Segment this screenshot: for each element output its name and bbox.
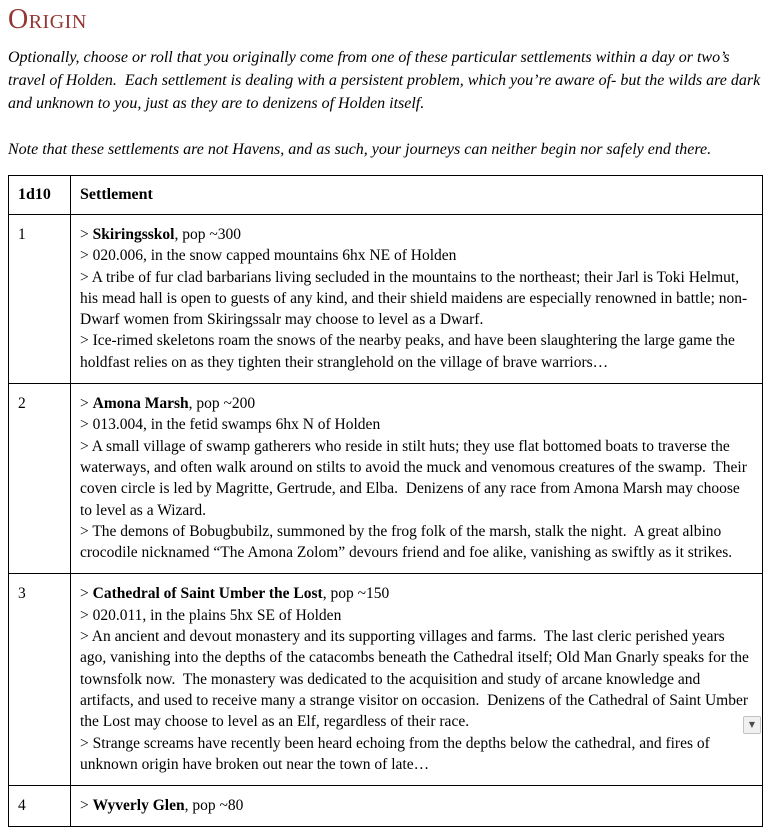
table-row	[9, 574, 763, 786]
settlement-description-line: > A small village of swamp gatherers who reside in stilt huts; they use flat bottomed boats to traverse the waterways, and often walk around on stilts to avoid the muck and venomous creatures of the swamp. Their coven circle is led by Magritte, Gertrude, and Elba. Denizens of any race from Amona Marsh may choose to level as a Wizard.	[80, 437, 751, 519]
scroll-down-button[interactable]	[743, 716, 761, 734]
settlement-name: Skiringsskol	[92, 226, 175, 243]
settlement-pop: , pop ~80	[184, 797, 244, 815]
table-row	[9, 786, 763, 827]
settlement-title-line	[80, 224, 754, 245]
settlement-title-line	[80, 583, 754, 604]
settlement-location-line: > 020.006, in the snow capped mountains 6hx NE of Holden	[80, 247, 457, 265]
bullet-marker: >	[80, 395, 93, 413]
settlement-location-line: > 013.004, in the fetid swamps 6hx N of Holden	[80, 416, 381, 434]
roll-value: 2	[9, 384, 71, 574]
settlement-name: Amona Marsh	[92, 395, 189, 413]
page-title: Origin	[8, 4, 87, 35]
roll-value: 3	[9, 574, 71, 786]
settlement-entry	[71, 786, 763, 827]
settlement-pop: , pop ~300	[174, 226, 241, 243]
intro-paragraph: Optionally, choose or roll that you originally come from one of these particular settlements within a day or two’s travel of Holden. Each settlement is dealing with a persistent problem, which you’re aware of- but the wilds are dark and unknown to you, just as they are to denizens of Holden itself.	[8, 49, 765, 112]
settlement-location-line: > 020.011, in the plains 5hx SE of Holden	[80, 606, 342, 624]
settlement-pop: , pop ~200	[188, 395, 256, 413]
column-header-roll: 1d10	[9, 176, 71, 215]
settlement-problem-line: > The demons of Bobugbubilz, summoned by the frog folk of the marsh, stalk the night. A great albino crocodile nicknamed “The Amona Zolom” devours friend and foe alike, vanishing as swiftly as it strikes.	[80, 522, 733, 562]
settlement-title-line	[80, 795, 754, 816]
settlement-pop: , pop ~150	[322, 585, 390, 603]
column-header-settlement: Settlement	[71, 176, 763, 215]
settlement-problem-line: > Ice-rimed skeletons roam the snows of the nearby peaks, and have been slaughtering the large game the holdfast relies on as they tighten their stranglehold on the village of brave warriors…	[80, 332, 739, 371]
table-row	[9, 384, 763, 574]
settlement-description-line: > A tribe of fur clad barbarians living secluded in the mountains to the northeast; their Jarl is Toki Helmut, his mead hall is open to guests of any kind, and their shield maidens are especially renowned in battle; non-Dwarf women from Skiringssalr may choose to level as a Dwarf.	[80, 268, 748, 329]
settlement-title-line	[80, 393, 754, 414]
roll-value: 1	[9, 215, 71, 384]
table-row	[9, 215, 763, 384]
settlement-entry	[71, 215, 763, 384]
chevron-down-icon: ▼	[748, 720, 756, 729]
note-paragraph: Note that these settlements are not Havens, and as such, your journeys can neither begin nor safely end there.	[8, 141, 712, 158]
settlement-problem-line: > Strange screams have recently been heard echoing from the depths below the cathedral, and fires of unknown origin have broken out near the town of late…	[80, 734, 714, 773]
settlement-entry	[71, 384, 763, 574]
bullet-marker: >	[80, 797, 93, 815]
settlements-table	[8, 175, 763, 827]
bullet-marker: >	[80, 585, 93, 603]
settlement-entry	[71, 574, 763, 786]
bullet-marker: >	[80, 226, 93, 243]
table-header-row	[9, 176, 763, 215]
settlement-name: Cathedral of Saint Umber the Lost	[92, 585, 323, 603]
settlement-name: Wyverly Glen	[92, 797, 185, 815]
roll-value: 4	[9, 786, 71, 827]
settlement-description-line: > An ancient and devout monastery and its supporting villages and farms. The last cleric perished years ago, vanishing into the depths of the catacombs beneath the Cathedral itself; Old Man Gnarly speaks for the townsfolk now. The monastery was dedicated to the acquisition and study of arcane knowledge and artifacts, and used to receive many a strange visitor on occasion. Denizens of the Cathedral of Saint Umber the Lost may choose to level as an Elf, regardless of their race.	[80, 628, 753, 731]
